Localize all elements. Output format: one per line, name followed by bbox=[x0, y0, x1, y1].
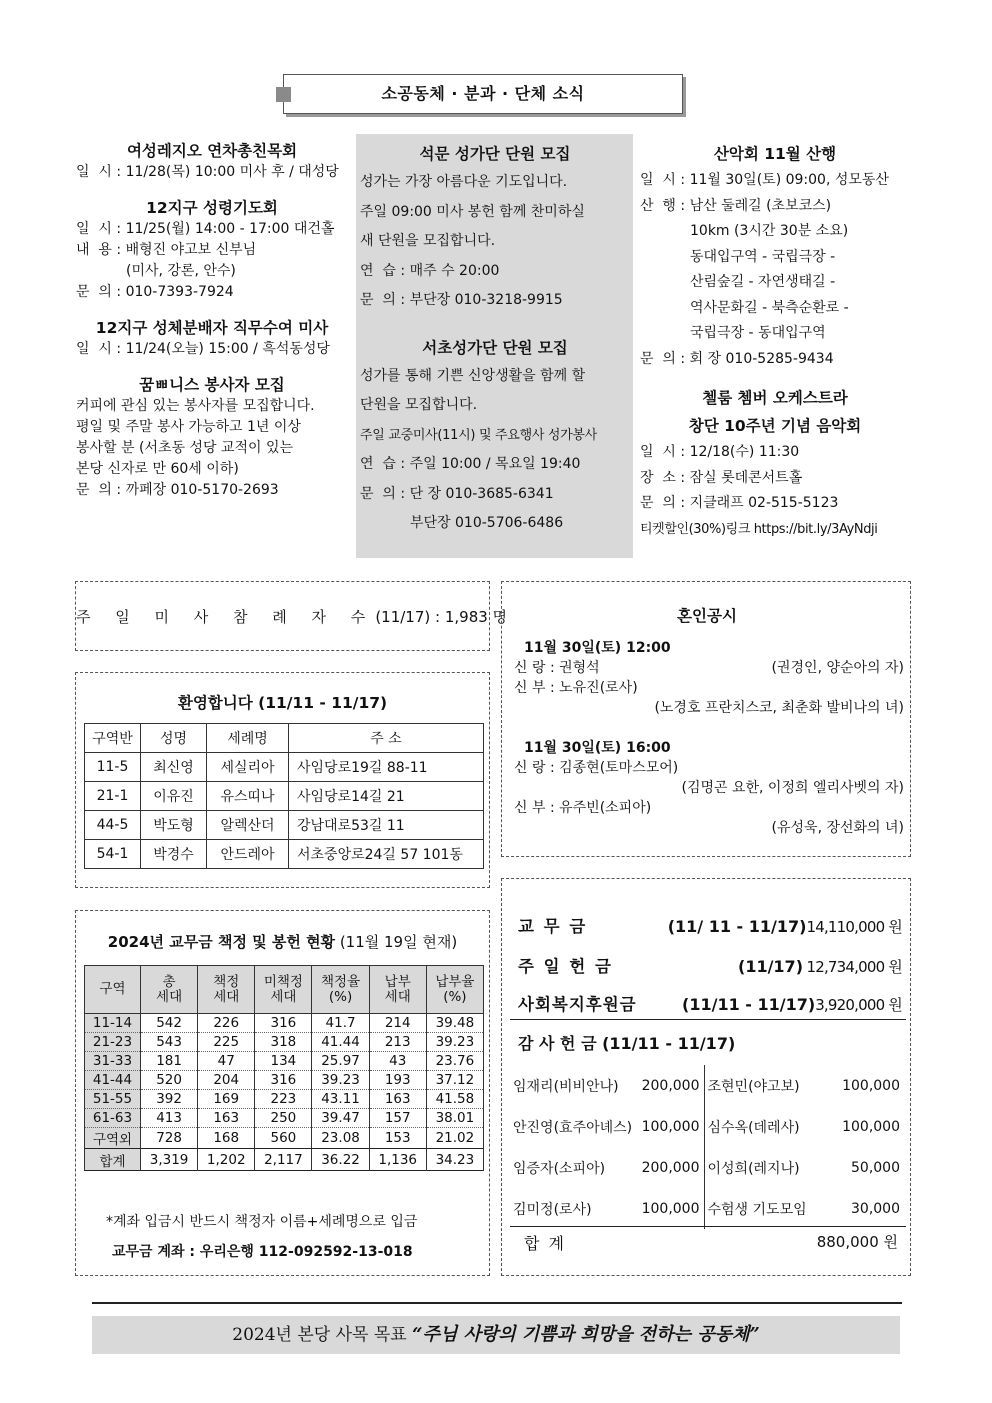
thanks-total-value: 880,000 원 bbox=[816, 1233, 898, 1251]
column-header: 구역 bbox=[85, 966, 141, 1014]
table-row: 21-23 543 225 318 41.44 213 39.23 bbox=[85, 1033, 484, 1052]
offering-box bbox=[501, 878, 911, 1276]
wedding-box: 혼인공시 11월 30일(토) 12:00 신 랑 : 권형석 (권경인, 양순아의 자) 신 부 : 노유진(로사) (노경호 프란치스코, 최춘화 발비나의 녀) 11월 30일(토) 16:00 신 랑 : 김종현(토마스모어) (김명곤 요한, 이정희 엘리사벳의 자) 신 부 : 유주빈(소피아) (유성욱, 장선화의 녀) bbox=[501, 581, 911, 857]
body-text: 주일 09:00 미사 봉헌 함께 찬미하실 bbox=[360, 203, 585, 220]
contact: 지클래프 02-515-5123 bbox=[689, 495, 839, 511]
left-column: 여성레지오 연차총친목회 일 시 : 11/28(목) 10:00 미사 후 / 대성당 12지구 성령기도회 일 시 : 11/25(월) 14:00 - 17:00 대건홀 내 용 : 배형진 야고보 신부님 (미사, 강론, 안수) 문 의 : 010-7393-7924 12지구 성체분배자 직무수여 미사 일 시 : 11/24(오늘) 15:00 / 흑석동성당 꿈ㅃ니스 봉사자 모집 커피에 관심 있는 봉사자를 모집합니다. 평일 및 주말 봉사 가능하고 1년 이상 봉사할 분 (서초동 성당 교적이 있는 본당 신자로 만 60세 이하) 문 의 : 까페장 010-5170-2693 bbox=[76, 140, 348, 501]
event-date: 11/25(월) 14:00 - 17:00 대건홀 bbox=[125, 221, 335, 237]
table-row: 임재리(비비안나) 200,000 조현민(야고보) 100,000 bbox=[510, 1065, 904, 1106]
column-header: 주 소 bbox=[289, 724, 484, 753]
event-date: 12/18(수) 11:30 bbox=[689, 444, 800, 460]
column-header: 책정 세대 bbox=[198, 966, 255, 1014]
sunday-offering-row: 주 일 헌 금 (11/17) 12,734,000 원 bbox=[518, 957, 902, 976]
groom-name: 김종현(토마스모어) bbox=[559, 760, 679, 776]
contact: 010-7393-7924 bbox=[125, 284, 234, 300]
hike-route: 산림숲길 - 자연생태길 - bbox=[690, 274, 836, 290]
event-date: 11월 30일(토) 09:00, 성모동산 bbox=[689, 172, 889, 188]
thanks-table bbox=[510, 1065, 904, 1229]
wedding-time: 11월 30일(토) 16:00 bbox=[524, 740, 671, 756]
hike-route: 국립극장 - 동대입구역 bbox=[690, 325, 826, 341]
body-text: 본당 신자로 만 60세 이하) bbox=[76, 461, 239, 477]
table-row: 21-1 이유진 유스띠나 사임당로14길 21 bbox=[85, 782, 484, 811]
column-header: 납부 세대 bbox=[369, 966, 426, 1014]
body-text: 평일 및 주말 봉사 가능하고 1년 이상 bbox=[76, 419, 301, 435]
bride-name: 유주빈(소피아) bbox=[559, 800, 652, 816]
section-title: 석문 성가단 단원 모집 bbox=[419, 145, 571, 163]
column-header: 총 세대 bbox=[141, 966, 198, 1014]
column-header: 성명 bbox=[141, 724, 207, 753]
divider bbox=[510, 1019, 906, 1020]
dues-sum-row: 교 무 금 (11/ 11 - 11/17) 14,110,000 원 bbox=[518, 917, 902, 936]
column-header: 구역반 bbox=[85, 724, 141, 753]
body-text: 커피에 관심 있는 봉사자를 모집합니다. bbox=[76, 398, 315, 414]
section-title: 첼룸 쳄버 오케스트라 bbox=[702, 389, 848, 407]
body-text: 주일 교중미사(11시) 및 주요행사 성가봉사 bbox=[360, 427, 597, 443]
dues-table bbox=[84, 965, 484, 1171]
footer-divider bbox=[92, 1302, 902, 1304]
hike-route: 10km (3시간 30분 소요) bbox=[690, 223, 849, 239]
right-column: 산악회 11월 산행 일 시 : 11월 30일(토) 09:00, 성모동산 산 행 : 남산 둘레길 (초보코스) 10km (3시간 30분 소요) 동대입구역 - 국립극장 - 산림숲길 - 자연생태길 - 역사문화길 - 북측순환로 - 국립극장 - 동대입구역 문 의 : 회 장 010-5285-9434 첼룸 쳄버 오케스트라 창단 10주년 기념 음악회 일 시 : 12/18(수) 11:30 장 소 : 잠실 롯데콘서트홀 문 의 : 지클래프 02-515-5123 티켓할인(30%)링크 https://bit.ly/3AyNdji bbox=[640, 140, 910, 542]
section-title: 서초성가단 단원 모집 bbox=[422, 338, 568, 357]
wedding-time: 11월 30일(토) 12:00 bbox=[524, 640, 671, 656]
event-date: 11/24(오늘) 15:00 / 흑석동성당 bbox=[125, 341, 330, 357]
body-text: 새 단원을 모집합니다. bbox=[360, 233, 496, 249]
table-row: 임증자(소피아) 200,000 이성희(레지나) 50,000 bbox=[510, 1147, 904, 1188]
table-row: 31-33 181 47 134 25.97 43 23.76 bbox=[85, 1052, 484, 1071]
middle-column: 석문 성가단 단원 모집 성가는 가장 아름다운 기도입니다. 주일 09:00 미사 봉헌 함께 찬미하실 새 단원을 모집합니다. 연 습 : 매주 수 20:00 문 의 : 부단장 010-3218-9915 서초성가단 단원 모집 성가를 통해 기쁜 신앙생활을 함께 할 단원을 모집합니다. 주일 교중미사(11시) 및 주요행사 성가봉사 연 습 : 주일 10:00 / 목요일 19:40 문 의 : 단 장 010-3685-6341 부단장 010-5706-6486 bbox=[360, 140, 630, 539]
thanks-total-row: 합 계 880,000 원 bbox=[524, 1233, 898, 1253]
contact: 부단장 010-3218-9915 bbox=[409, 292, 563, 308]
body-text: 단원을 모집합니다. bbox=[360, 397, 478, 413]
event-content-detail: (미사, 강론, 안수) bbox=[126, 263, 236, 279]
section-title: 12지구 성령기도회 bbox=[146, 199, 278, 217]
practice-time: 주일 10:00 / 목요일 19:40 bbox=[409, 456, 581, 472]
column-header: 세례명 bbox=[207, 724, 289, 753]
welfare-row: 사회복지후원금 (11/11 - 11/17) 3,920,000 원 bbox=[518, 995, 902, 1014]
section-title: 여성레지오 연차총친목회 bbox=[126, 142, 298, 160]
hike-route: 남산 둘레길 (초보코스) bbox=[689, 197, 832, 214]
footer-motto: 2024년 본당 사목 목표 “주님 사랑의 기쁨과 희망을 전하는 공동체” bbox=[232, 1324, 760, 1345]
hike-route: 동대입구역 - 국립극장 - bbox=[690, 248, 836, 265]
total-row: 합계 3,319 1,202 2,117 36.22 1,136 34.23 bbox=[85, 1149, 484, 1171]
dues-box bbox=[75, 910, 490, 1276]
section-title: 꿈ㅃ니스 봉사자 모집 bbox=[139, 376, 285, 394]
bride-parents: (노경호 프란치스코, 최춘화 발비나의 녀) bbox=[654, 700, 904, 716]
table-row: 41-44 520 204 316 39.23 193 37.12 bbox=[85, 1071, 484, 1090]
contact: 단 장 010-3685-6341 bbox=[409, 485, 554, 502]
section-title: 12지구 성체분배자 직무수여 미사 bbox=[95, 319, 329, 337]
table-row: 11-14 542 226 316 41.7 214 39.48 bbox=[85, 1014, 484, 1033]
body-text: 성가를 통해 기쁜 신앙생활을 함께 할 bbox=[360, 367, 586, 384]
dues-title: 2024년 교무금 책정 및 봉헌 현황 bbox=[107, 933, 336, 951]
groom-parents: (권경인, 양순아의 자) bbox=[771, 660, 904, 676]
event-date: 11/28(목) 10:00 미사 후 / 대성당 bbox=[125, 164, 339, 180]
table-row: 김미정(로사) 100,000 수험생 기도모임 30,000 bbox=[510, 1188, 904, 1229]
wedding-title: 혼인공시 bbox=[677, 607, 737, 625]
table-row: 51-55 392 169 223 43.11 163 41.58 bbox=[85, 1090, 484, 1109]
dues-date: (11월 19일 현재) bbox=[335, 933, 458, 951]
column-header: 납부율 (%) bbox=[426, 966, 483, 1014]
groom-name: 권형석 bbox=[559, 660, 600, 676]
table-row: 안진영(효주아녜스) 100,000 심수옥(데레사) 100,000 bbox=[510, 1106, 904, 1147]
table-row: 44-5 박도형 알렉산더 강남대로53길 11 bbox=[85, 811, 484, 840]
contact: 까페장 010-5170-2693 bbox=[125, 482, 279, 498]
dues-note: *계좌 입금시 반드시 책정자 이름+세례명으로 입금 bbox=[106, 1214, 418, 1230]
welcome-table bbox=[84, 723, 484, 869]
body-text: 봉사할 분 (서초동 성당 교적이 있는 bbox=[76, 440, 294, 456]
table-row: 61-63 413 163 250 39.47 157 38.01 bbox=[85, 1109, 484, 1128]
bride-name: 노유진(로사) bbox=[559, 680, 638, 696]
welcome-title: 환영합니다 (11/11 - 11/17) bbox=[177, 694, 388, 712]
table-row: 구역외 728 168 560 23.08 153 21.02 bbox=[85, 1128, 484, 1149]
section-title: 창단 10주년 기념 음악회 bbox=[688, 417, 862, 435]
section-title: 산악회 11월 산행 bbox=[713, 145, 837, 163]
bride-parents: (유성욱, 장선화의 녀) bbox=[771, 820, 904, 836]
dues-account: 교무금 계좌 : 우리은행 112-092592-13-018 bbox=[112, 1244, 413, 1260]
thanks-title: 감 사 헌 금 (11/11 - 11/17) bbox=[518, 1034, 736, 1053]
table-row: 54-1 박경수 안드레아 서초중앙로24길 57 101동 bbox=[85, 840, 484, 869]
event-place: 잠실 롯데콘서트홀 bbox=[689, 469, 803, 486]
contact: 회 장 010-5285-9434 bbox=[689, 350, 834, 367]
page-title: 소공동체 · 분과 · 단체 소식 bbox=[381, 84, 585, 103]
ticket-link[interactable]: 티켓할인(30%)링크 https://bit.ly/3AyNdji bbox=[640, 521, 878, 537]
event-content: 배형진 야고보 신부님 bbox=[125, 242, 257, 258]
divider bbox=[510, 1226, 906, 1227]
body-text: 성가는 가장 아름다운 기도입니다. bbox=[360, 174, 568, 190]
table-row: 11-5 최신영 세실리아 사임당로19길 88-11 bbox=[85, 753, 484, 782]
column-header: 미책정 세대 bbox=[255, 966, 312, 1014]
attendance-box bbox=[75, 581, 508, 651]
contact: 부단장 010-5706-6486 bbox=[410, 515, 564, 531]
welcome-box bbox=[75, 672, 490, 888]
groom-parents: (김명곤 요한, 이정희 엘리사벳의 자) bbox=[681, 780, 904, 796]
hike-route: 역사문화길 - 북측순환로 - bbox=[690, 299, 849, 316]
column-header: 책정율 (%) bbox=[312, 966, 369, 1014]
practice-time: 매주 수 20:00 bbox=[409, 262, 500, 279]
attendance-label: 주 일 미 사 참 례 자 수 bbox=[76, 608, 376, 626]
attendance-count: (11/17) : 1,983 명 bbox=[375, 608, 508, 626]
